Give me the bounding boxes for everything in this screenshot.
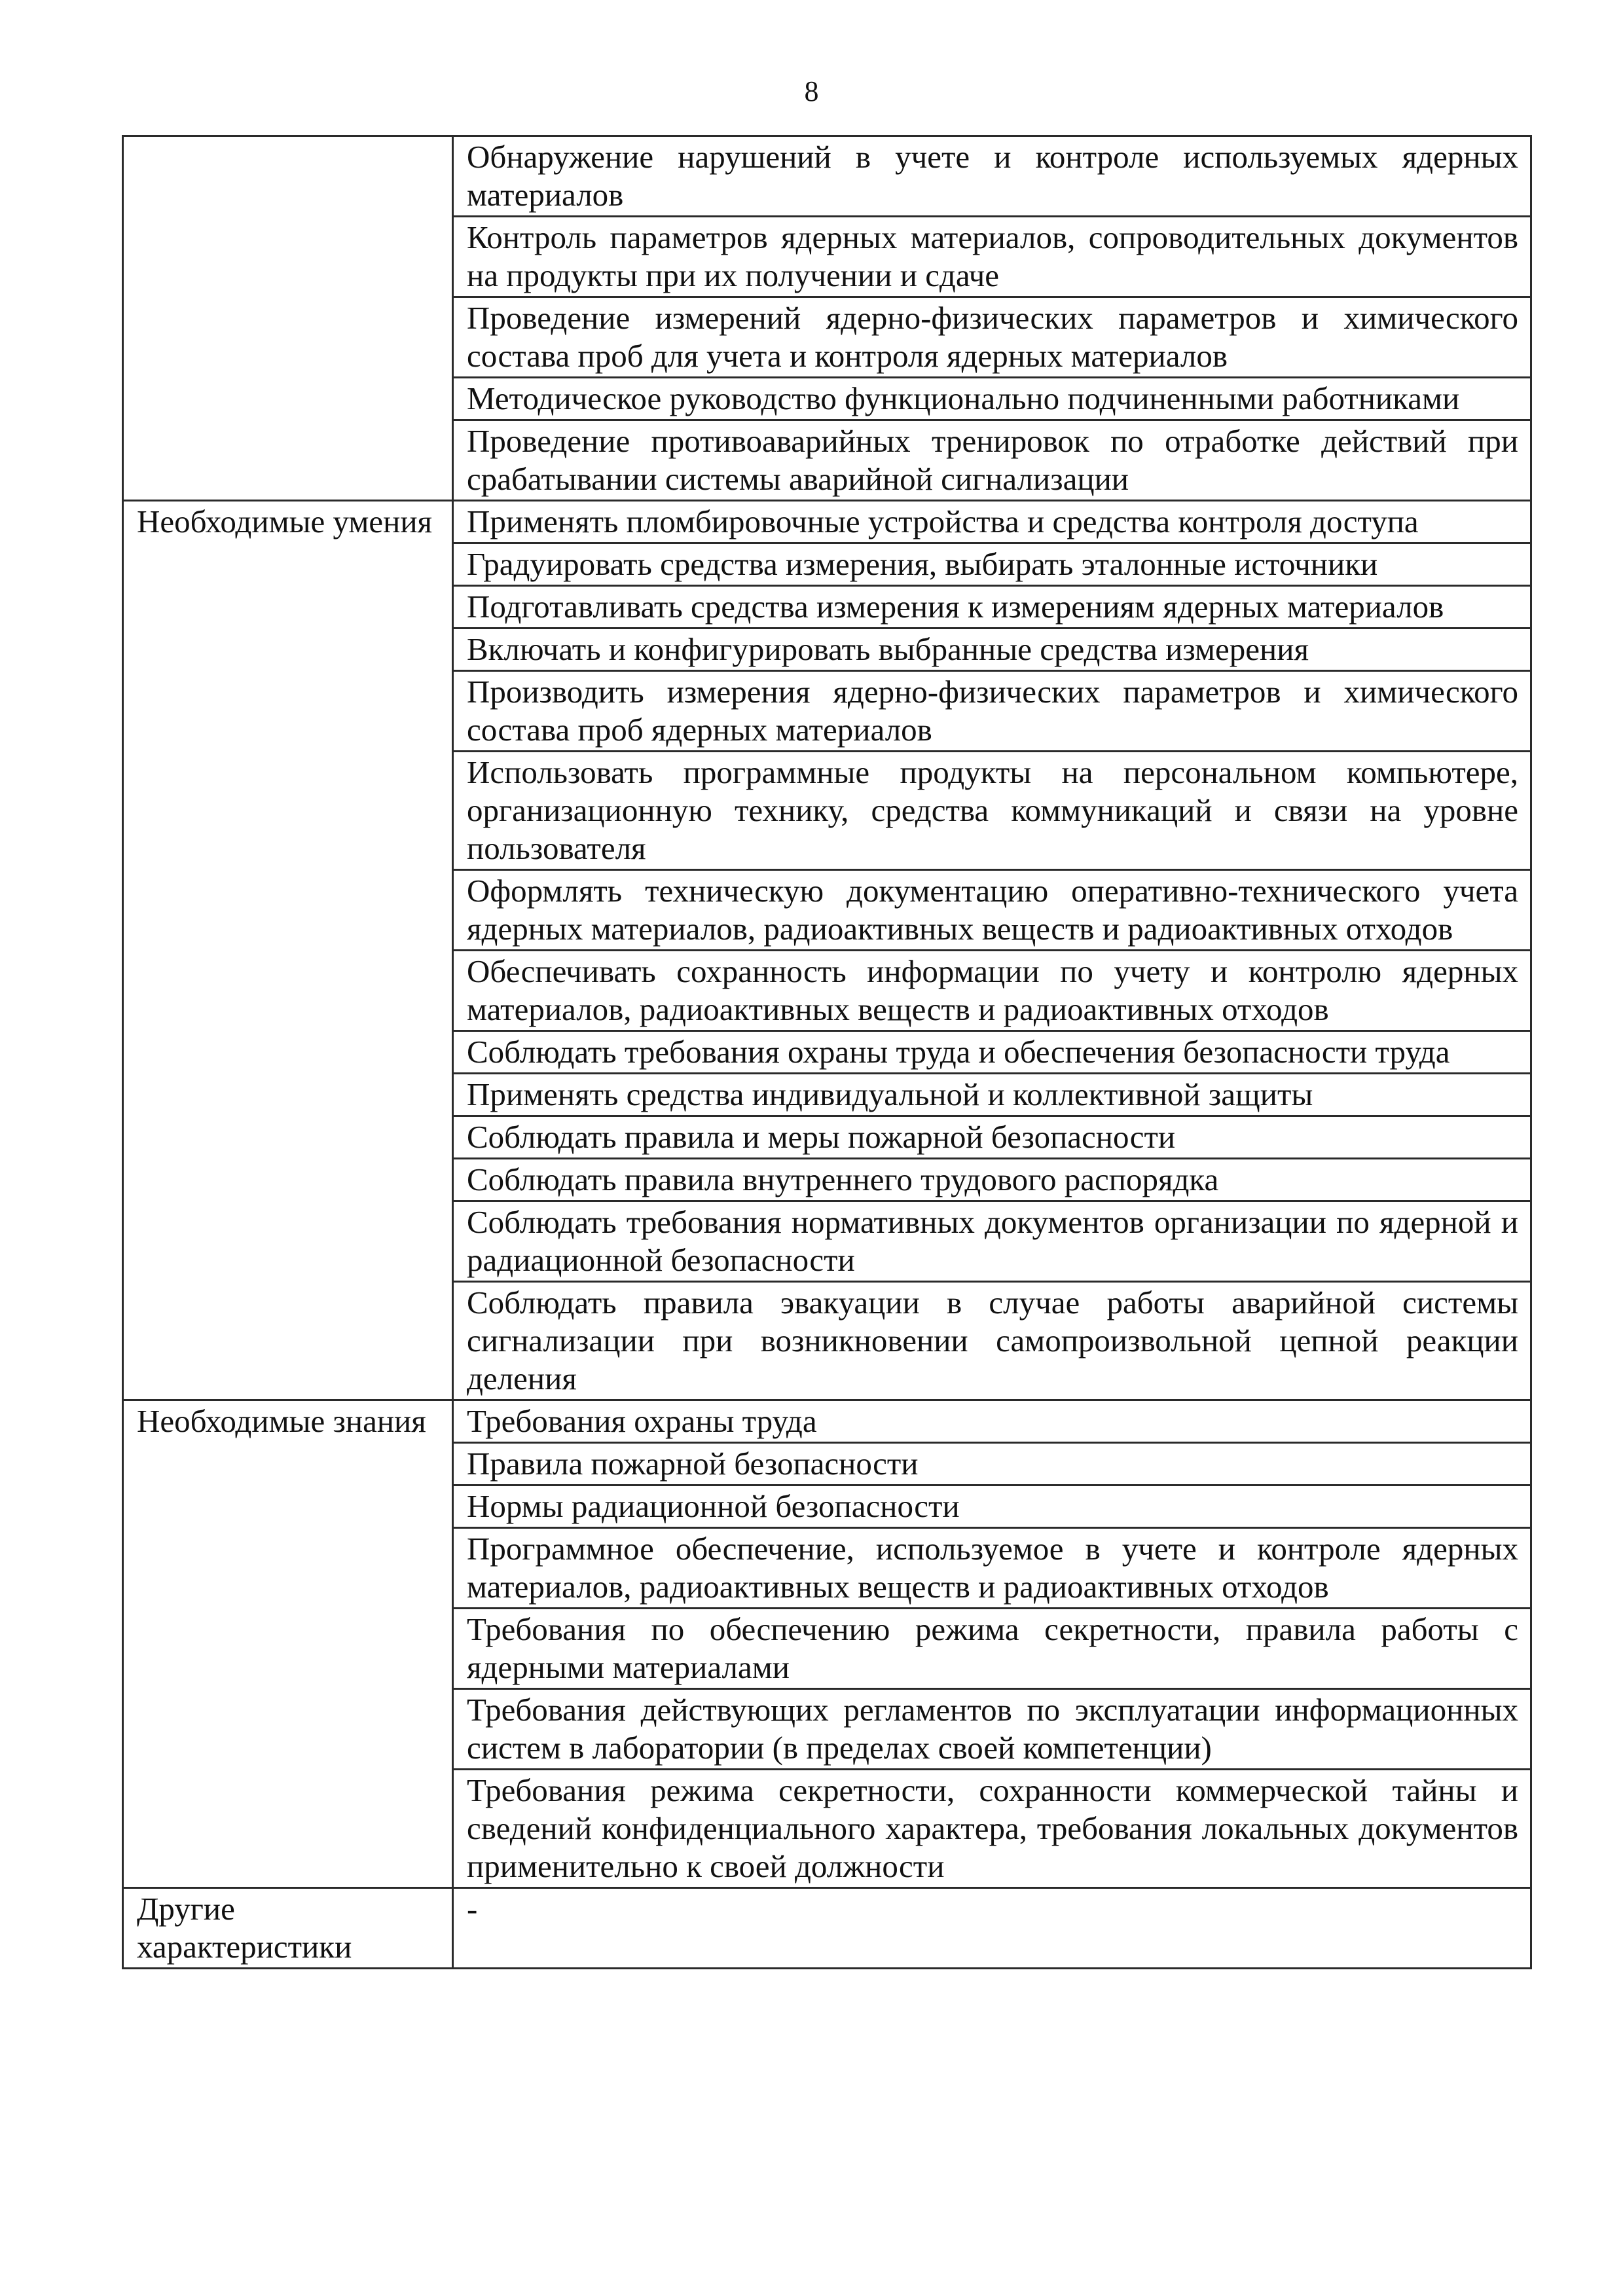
table-cell-item: Применять средства индивидуальной и коллективной защиты — [453, 1074, 1531, 1116]
table-cell-item: Требования режима секретности, сохранности коммерческой тайны и сведений конфиденциального характера, требования локальных документов применительно к своей должности — [453, 1770, 1531, 1888]
table-cell-item: Соблюдать правила внутреннего трудового распорядка — [453, 1159, 1531, 1201]
table-cell-item: Методическое руководство функционально подчиненными работниками — [453, 378, 1531, 420]
table-cell-item: Соблюдать требования охраны труда и обеспечения безопасности труда — [453, 1031, 1531, 1074]
row-label-actions-section — [123, 136, 453, 501]
table-cell-item: Проведение противоаварийных тренировок по отработке действий при срабатывании системы аварийной сигнализации — [453, 420, 1531, 501]
table-cell-item: Использовать программные продукты на персональном компьютере, организационную технику, средства коммуникаций и связи на уровне пользователя — [453, 752, 1531, 870]
table-cell-item: Требования по обеспечению режима секретности, правила работы с ядерными материалами — [453, 1609, 1531, 1689]
table-cell-item: Программное обеспечение, используемое в учете и контроле ядерных материалов, радиоактивных веществ и радиоактивных отходов — [453, 1528, 1531, 1609]
table-row — [123, 1400, 1531, 1443]
table-cell-item: Оформлять техническую документацию оперативно-технического учета ядерных материалов, радиоактивных веществ и радиоактивных отходов — [453, 870, 1531, 951]
table-cell-item: Соблюдать правила эвакуации в случае работы аварийной системы сигнализации при возникновении самопроизвольной цепной реакции деления — [453, 1282, 1531, 1400]
table-cell-item: Правила пожарной безопасности — [453, 1443, 1531, 1485]
table-cell-item: Проведение измерений ядерно-физических параметров и химического состава проб для учета и контроля ядерных материалов — [453, 297, 1531, 378]
table-cell-item: Производить измерения ядерно-физических параметров и химического состава проб ядерных материалов — [453, 671, 1531, 752]
table-row — [123, 501, 1531, 543]
table-cell-item: Обеспечивать сохранность информации по учету и контролю ядерных материалов, радиоактивных веществ и радиоактивных отходов — [453, 951, 1531, 1031]
table-cell-item: Включать и конфигурировать выбранные средства измерения — [453, 629, 1531, 671]
table-cell-item: Применять пломбировочные устройства и средства контроля доступа — [453, 501, 1531, 543]
table-cell-item: Обнаружение нарушений в учете и контроле используемых ядерных материалов — [453, 136, 1531, 217]
table-cell-item: Требования действующих регламентов по эксплуатации информационных систем в лаборатории (в пределах своей компетенции) — [453, 1689, 1531, 1770]
table-row — [123, 136, 1531, 217]
page-number: 8 — [804, 75, 819, 107]
competency-table — [122, 135, 1532, 1969]
table-cell-item: Градуировать средства измерения, выбирать эталонные источники — [453, 543, 1531, 586]
row-label-skills-section: Необходимые умения — [123, 501, 453, 1400]
table-cell-item: Нормы радиационной безопасности — [453, 1485, 1531, 1528]
table-cell-item: Соблюдать правила и меры пожарной безопасности — [453, 1116, 1531, 1159]
table-cell-item: - — [453, 1888, 1531, 1969]
table-row — [123, 1888, 1531, 1969]
table-cell-item: Подготавливать средства измерения к измерениям ядерных материалов — [453, 586, 1531, 629]
row-label-other-section: Другие характеристики — [123, 1888, 453, 1969]
competency-table-body — [123, 136, 1531, 1969]
table-cell-item: Соблюдать требования нормативных документов организации по ядерной и радиационной безопасности — [453, 1201, 1531, 1282]
table-cell-item: Требования охраны труда — [453, 1400, 1531, 1443]
table-cell-item: Контроль параметров ядерных материалов, сопроводительных документов на продукты при их получении и сдаче — [453, 217, 1531, 297]
row-label-knowledge-section: Необходимые знания — [123, 1400, 453, 1888]
